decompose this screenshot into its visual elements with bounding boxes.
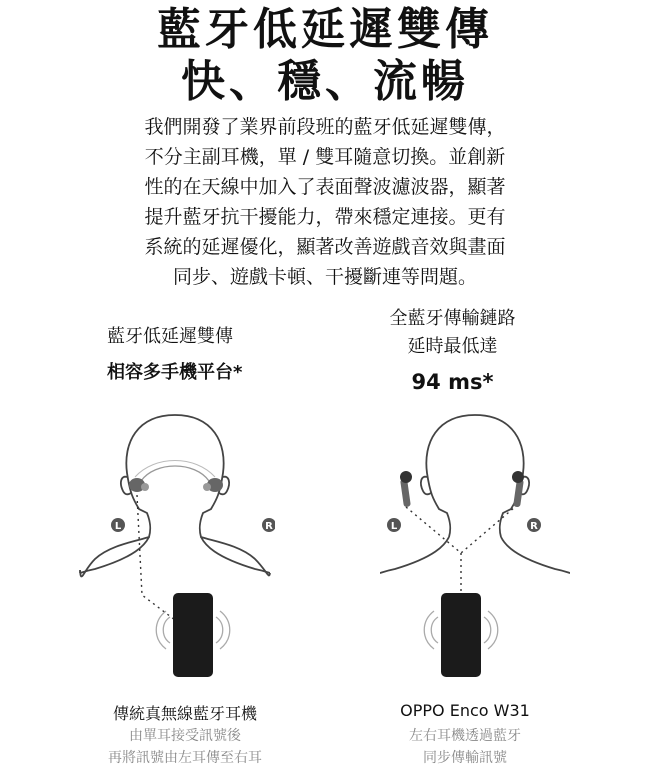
feature-description — [95, 112, 555, 292]
svg-text:L: L — [390, 521, 398, 532]
left-compat-label: 相容多手機平台* — [107, 362, 243, 383]
right-ear-marker — [262, 518, 275, 532]
left-ear-marker — [387, 518, 401, 532]
traditional-earbuds-illustration — [75, 395, 275, 685]
right-caption-title: OPPO Enco W31 — [400, 701, 530, 720]
description-line: 我們開發了業界前段班的藍牙低延遲雙傳， — [144, 116, 506, 138]
left-caption-line: 再將訊號由左耳傳至右耳 — [108, 750, 262, 766]
left-feature-label: 藍牙低延遲雙傳 — [107, 326, 233, 347]
right-caption-line: 左右耳機透過藍牙 — [409, 728, 521, 744]
svg-text:R: R — [265, 521, 273, 532]
svg-text:R: R — [530, 521, 538, 532]
headline-line-1: 藍牙低延遲雙傳 — [157, 4, 493, 55]
enco-w31-illustration — [375, 395, 575, 685]
left-caption-line: 由單耳接受訊號後 — [129, 728, 241, 744]
earbud-right-icon — [512, 471, 524, 507]
phone-icon — [441, 593, 481, 677]
earbud-left-icon — [129, 478, 149, 492]
description-line: 提升藍牙抗干擾能力，帶來穩定連接。更有 — [144, 206, 506, 228]
description-line: 不分主副耳機，單 / 雙耳隨意切換。並創新 — [144, 146, 506, 168]
bluetooth-arc — [141, 466, 209, 481]
left-caption-title: 傳統真無線藍牙耳機 — [112, 704, 257, 723]
right-ear-marker — [527, 518, 541, 532]
left-ear-marker — [111, 518, 125, 532]
right-caption-line: 同步傳輸訊號 — [423, 750, 507, 766]
earbud-right-icon — [203, 478, 223, 492]
right-latency-label: 延時最低達 — [407, 336, 498, 357]
headline-line-2: 快、穩、流暢 — [181, 56, 469, 107]
signal-dotted-line — [406, 507, 515, 553]
description-line: 性的在天線中加入了表面聲波濾波器，顯著 — [144, 176, 506, 198]
right-feature-label: 全藍牙傳輸鏈路 — [389, 308, 516, 329]
description-line: 同步、遊戲卡頓、干擾斷連等問題。 — [172, 266, 477, 288]
phone-icon — [173, 593, 213, 677]
earbud-left-icon — [400, 471, 412, 507]
description-line: 系統的延遲優化，顯著改善遊戲音效與畫面 — [144, 236, 506, 258]
svg-text:L: L — [114, 521, 122, 532]
latency-value: 94 ms* — [411, 370, 494, 394]
signal-dotted-line — [137, 495, 175, 620]
head-outline-icon — [80, 415, 270, 577]
